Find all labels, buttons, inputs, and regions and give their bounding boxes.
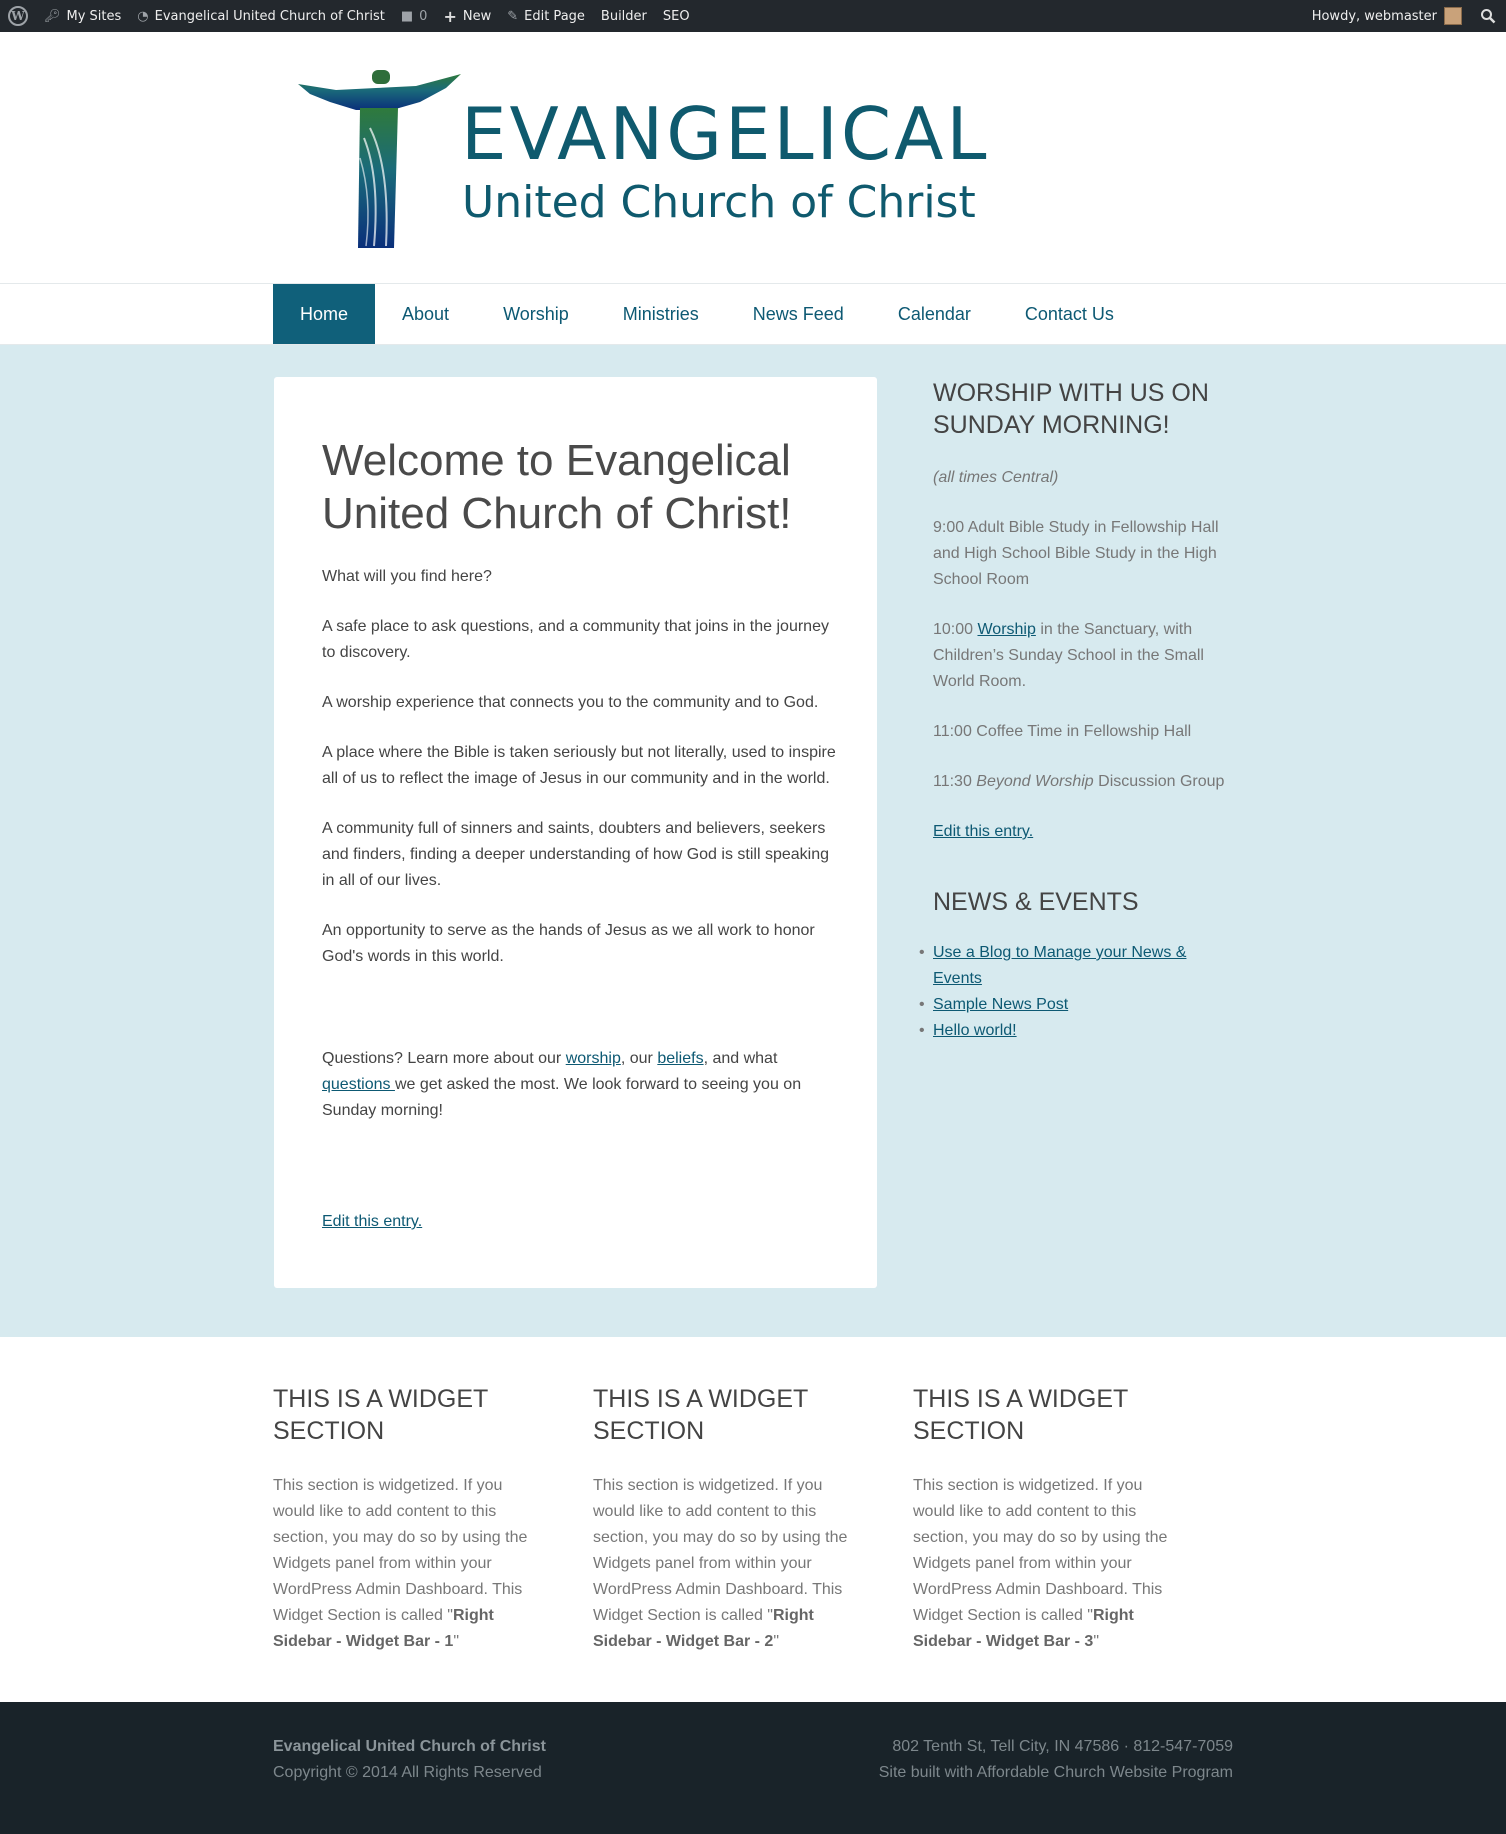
dashboard-icon: ◔ bbox=[137, 8, 149, 24]
list-item bbox=[933, 992, 1233, 1018]
howdy-label: Howdy, webmaster bbox=[1311, 8, 1437, 24]
schedule-text: 11:30 bbox=[933, 773, 977, 790]
nav-home[interactable]: Home bbox=[273, 284, 375, 344]
footer-copyright: Copyright © 2014 All Rights Reserved bbox=[273, 1764, 542, 1781]
edit-page-label: Edit Page bbox=[524, 8, 585, 24]
cross-logo-icon bbox=[296, 68, 466, 248]
widget-body: This section is widgetized. If you would like to add content to this section, you may do so by using the Widgets panel from within your WordPress Admin Dashboard. This Widget Section is called " bbox=[273, 1477, 528, 1624]
footer-address: 802 Tenth St, Tell City, IN 47586 · 812-547-7059 bbox=[892, 1738, 1233, 1755]
main-article bbox=[274, 377, 877, 1288]
edit-entry-link[interactable]: Edit this entry. bbox=[322, 1213, 423, 1230]
new-label: New bbox=[462, 8, 492, 24]
news-link[interactable]: Use a Blog to Manage your News & Events bbox=[933, 944, 1187, 987]
schedule-emphasis: Beyond Worship bbox=[976, 773, 1094, 790]
site-header bbox=[0, 32, 1506, 283]
pencil-icon: ✎ bbox=[507, 8, 519, 24]
comments-count: 0 bbox=[419, 8, 428, 24]
nav-calendar[interactable]: Calendar bbox=[897, 303, 971, 324]
builder-menu[interactable] bbox=[593, 0, 655, 32]
article-body bbox=[322, 564, 842, 1148]
my-sites-menu[interactable] bbox=[36, 0, 129, 32]
widget-name: Right Sidebar - Widget Bar - 3 bbox=[913, 1607, 1134, 1650]
comments-menu[interactable] bbox=[393, 0, 436, 32]
logo-line1: EVANGELICAL bbox=[461, 92, 990, 176]
widget-section-1 bbox=[273, 1383, 533, 1655]
news-widget bbox=[933, 886, 1233, 1044]
schedule-item bbox=[933, 617, 1233, 695]
key-icon: 🔑︎ bbox=[44, 8, 61, 24]
page-title: Welcome to Evangelical United Church of Christ! bbox=[322, 436, 792, 538]
site-footer bbox=[0, 1702, 1506, 1834]
paragraph: A worship experience that connects you to the community and to God. bbox=[322, 694, 819, 711]
site-name-menu[interactable] bbox=[129, 0, 393, 32]
schedule-text: 10:00 bbox=[933, 621, 978, 638]
widget-title: THIS IS A WIDGET SECTION bbox=[913, 1385, 1128, 1445]
widget-name: Right Sidebar - Widget Bar - 2 bbox=[593, 1607, 814, 1650]
widget-body: " bbox=[1093, 1633, 1100, 1650]
nav-worship[interactable]: Worship bbox=[503, 303, 569, 324]
schedule-item bbox=[933, 769, 1233, 795]
new-content-menu[interactable] bbox=[435, 0, 499, 32]
paragraph: An opportunity to serve as the hands of Jesus as we all work to honor God's words in this world. bbox=[322, 922, 815, 965]
wordpress-logo-button[interactable] bbox=[0, 0, 36, 32]
my-sites-label: My Sites bbox=[66, 8, 122, 24]
worship-link[interactable]: worship bbox=[565, 1050, 621, 1067]
paragraph: What will you find here? bbox=[322, 568, 492, 585]
schedule-text: in the Sanctuary, with Children’s Sunday School in the Small World Room. bbox=[933, 621, 1204, 690]
list-item bbox=[933, 940, 1233, 992]
schedule-text: Discussion Group bbox=[1093, 773, 1225, 790]
seo-menu[interactable] bbox=[655, 0, 698, 32]
nav-news-feed[interactable]: News Feed bbox=[752, 303, 844, 324]
schedule-item: 9:00 Adult Bible Study in Fellowship Hall and High School Bible Study in the High School Room bbox=[933, 519, 1219, 588]
questions-paragraph bbox=[322, 1046, 842, 1124]
widget-title: THIS IS A WIDGET SECTION bbox=[593, 1385, 808, 1445]
edit-page-link[interactable] bbox=[499, 0, 593, 32]
worship-widget bbox=[933, 377, 1233, 845]
builder-label: Builder bbox=[600, 8, 647, 24]
news-link[interactable]: Sample News Post bbox=[933, 996, 1069, 1013]
questions-text: Questions? Learn more about our bbox=[322, 1050, 566, 1067]
times-note: (all times Central) bbox=[933, 469, 1059, 486]
widget-section-2 bbox=[593, 1383, 853, 1655]
sidebar bbox=[933, 377, 1233, 1044]
questions-text: , and what bbox=[703, 1050, 778, 1067]
footer-widgets bbox=[0, 1337, 1506, 1702]
widget-text bbox=[913, 1473, 1173, 1655]
widget-title: WORSHIP WITH US ON SUNDAY MORNING! bbox=[933, 379, 1209, 439]
main-nav bbox=[0, 283, 1506, 345]
widget-text bbox=[273, 1473, 533, 1655]
beliefs-link[interactable]: beliefs bbox=[657, 1050, 704, 1067]
widget-body: This section is widgetized. If you would like to add content to this section, you may do so by using the Widgets panel from within your WordPress Admin Dashboard. This Widget Section is called " bbox=[913, 1477, 1168, 1624]
widget-name: Right Sidebar - Widget Bar - 1 bbox=[273, 1607, 494, 1650]
paragraph: A community full of sinners and saints, doubters and believers, seekers and finders, finding a deeper understanding of how God is still speaking in all of our lives. bbox=[322, 820, 829, 889]
nav-about[interactable]: About bbox=[402, 303, 450, 324]
widget-body: " bbox=[773, 1633, 780, 1650]
wordpress-icon: W bbox=[8, 6, 28, 26]
site-logo[interactable] bbox=[296, 68, 990, 248]
widget-text bbox=[593, 1473, 853, 1655]
content-area bbox=[0, 345, 1506, 1337]
edit-entry-link[interactable]: Edit this entry. bbox=[933, 823, 1034, 840]
paragraph: A place where the Bible is taken seriously but not literally, used to inspire all of us to reflect the image of Jesus in our community and in the world. bbox=[322, 744, 836, 787]
footer-org: Evangelical United Church of Christ bbox=[273, 1738, 546, 1755]
questions-link[interactable]: questions bbox=[322, 1076, 395, 1093]
widget-title: NEWS & EVENTS bbox=[933, 888, 1139, 916]
account-menu[interactable] bbox=[1304, 0, 1470, 32]
widget-body: " bbox=[453, 1633, 460, 1650]
news-list bbox=[933, 940, 1233, 1044]
widget-body: This section is widgetized. If you would like to add content to this section, you may do so by using the Widgets panel from within your WordPress Admin Dashboard. This Widget Section is called " bbox=[593, 1477, 848, 1624]
widget-section-3 bbox=[913, 1383, 1173, 1655]
admin-bar bbox=[0, 0, 1506, 32]
questions-text: , our bbox=[620, 1050, 658, 1067]
schedule-item: 11:00 Coffee Time in Fellowship Hall bbox=[933, 723, 1192, 740]
footer-credit: Site built with Affordable Church Website Program bbox=[878, 1764, 1233, 1781]
logo-line2: United Church of Christ bbox=[462, 177, 976, 228]
nav-ministries[interactable]: Ministries bbox=[622, 303, 699, 324]
questions-text: we get asked the most. We look forward to seeing you on Sunday morning! bbox=[322, 1076, 802, 1119]
widget-title: THIS IS A WIDGET SECTION bbox=[273, 1385, 488, 1445]
nav-contact-us[interactable]: Contact Us bbox=[1024, 303, 1114, 324]
avatar bbox=[1444, 7, 1462, 25]
search-icon bbox=[1480, 8, 1496, 24]
search-button[interactable] bbox=[1470, 0, 1506, 32]
worship-link[interactable]: Worship bbox=[977, 621, 1036, 638]
site-name-label: Evangelical United Church of Christ bbox=[154, 8, 385, 24]
plus-icon: + bbox=[443, 6, 457, 26]
comment-icon: ■ bbox=[400, 8, 414, 24]
paragraph: A safe place to ask questions, and a community that joins in the journey to discovery. bbox=[322, 618, 829, 661]
news-link[interactable]: Hello world! bbox=[933, 1022, 1017, 1039]
list-item bbox=[933, 1018, 1233, 1044]
seo-label: SEO bbox=[662, 8, 690, 24]
